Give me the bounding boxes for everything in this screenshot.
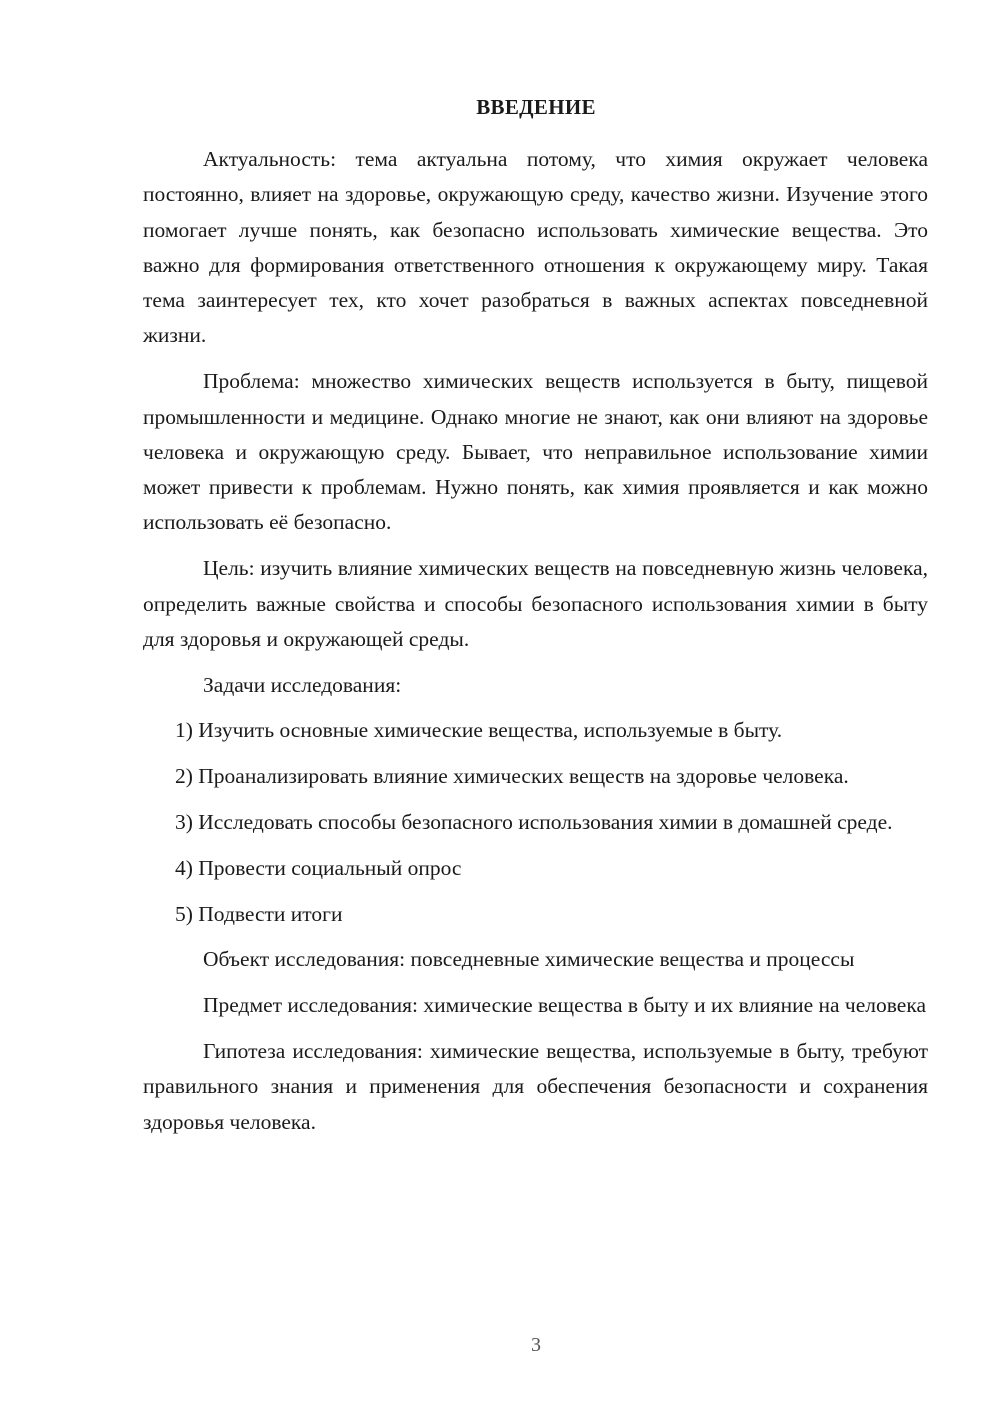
paragraph-goal: Цель: изучить влияние химических веществ на повседневную жизнь человека, определить важные свойства и способы безопасного использования химии в быту для здоровья и окружающей среды. (143, 556, 928, 651)
paragraph-subject: Предмет исследования: химические вещества в быту и их влияние на человека (203, 993, 926, 1018)
task-item-4: 4) Провести социальный опрос (175, 855, 462, 880)
page-number: 3 (531, 1334, 541, 1356)
task-item-2: 2) Проанализировать влияние химических веществ на здоровье человека. (175, 764, 849, 789)
paragraph-problem: Проблема: множество химических веществ используется в быту, пищевой промышленности и медицине. Однако многие не знают, как они влияют на здоровье человека и окружающую среду. Бывает, что неправильное использование химии может привести к проблемам. Нужно понять, как химия проявляется и как можно использовать её безопасно. (143, 369, 928, 535)
task-item-5: 5) Подвести итоги (175, 901, 343, 926)
paragraph-object: Объект исследования: повседневные химические вещества и процессы (203, 947, 855, 972)
paragraph-hypothesis: Гипотеза исследования: химические вещества, используемые в быту, требуют правильного знания и применения для обеспечения безопасности и сохранения здоровья человека. (143, 1039, 928, 1134)
paragraph-relevance: Актуальность: тема актуальна потому, что химия окружает человека постоянно, влияет на здоровье, окружающую среду, качество жизни. Изучение этого помогает лучше понять, как безопасно использовать химические вещества. Это важно для формирования ответственного отношения к окружающему миру. Такая тема заинтересует тех, кто хочет разобраться в важных аспектах повседневной жизни. (143, 147, 928, 348)
document-body (143, 142, 928, 1140)
paragraph-tasks-heading: Задачи исследования: (203, 672, 402, 697)
task-item-1: 1) Изучить основные химические вещества, используемые в быту. (175, 718, 783, 743)
task-item-3: 3) Исследовать способы безопасного использования химии в домашней среде. (175, 810, 893, 835)
section-title: ВВЕДЕНИЕ (476, 95, 596, 119)
